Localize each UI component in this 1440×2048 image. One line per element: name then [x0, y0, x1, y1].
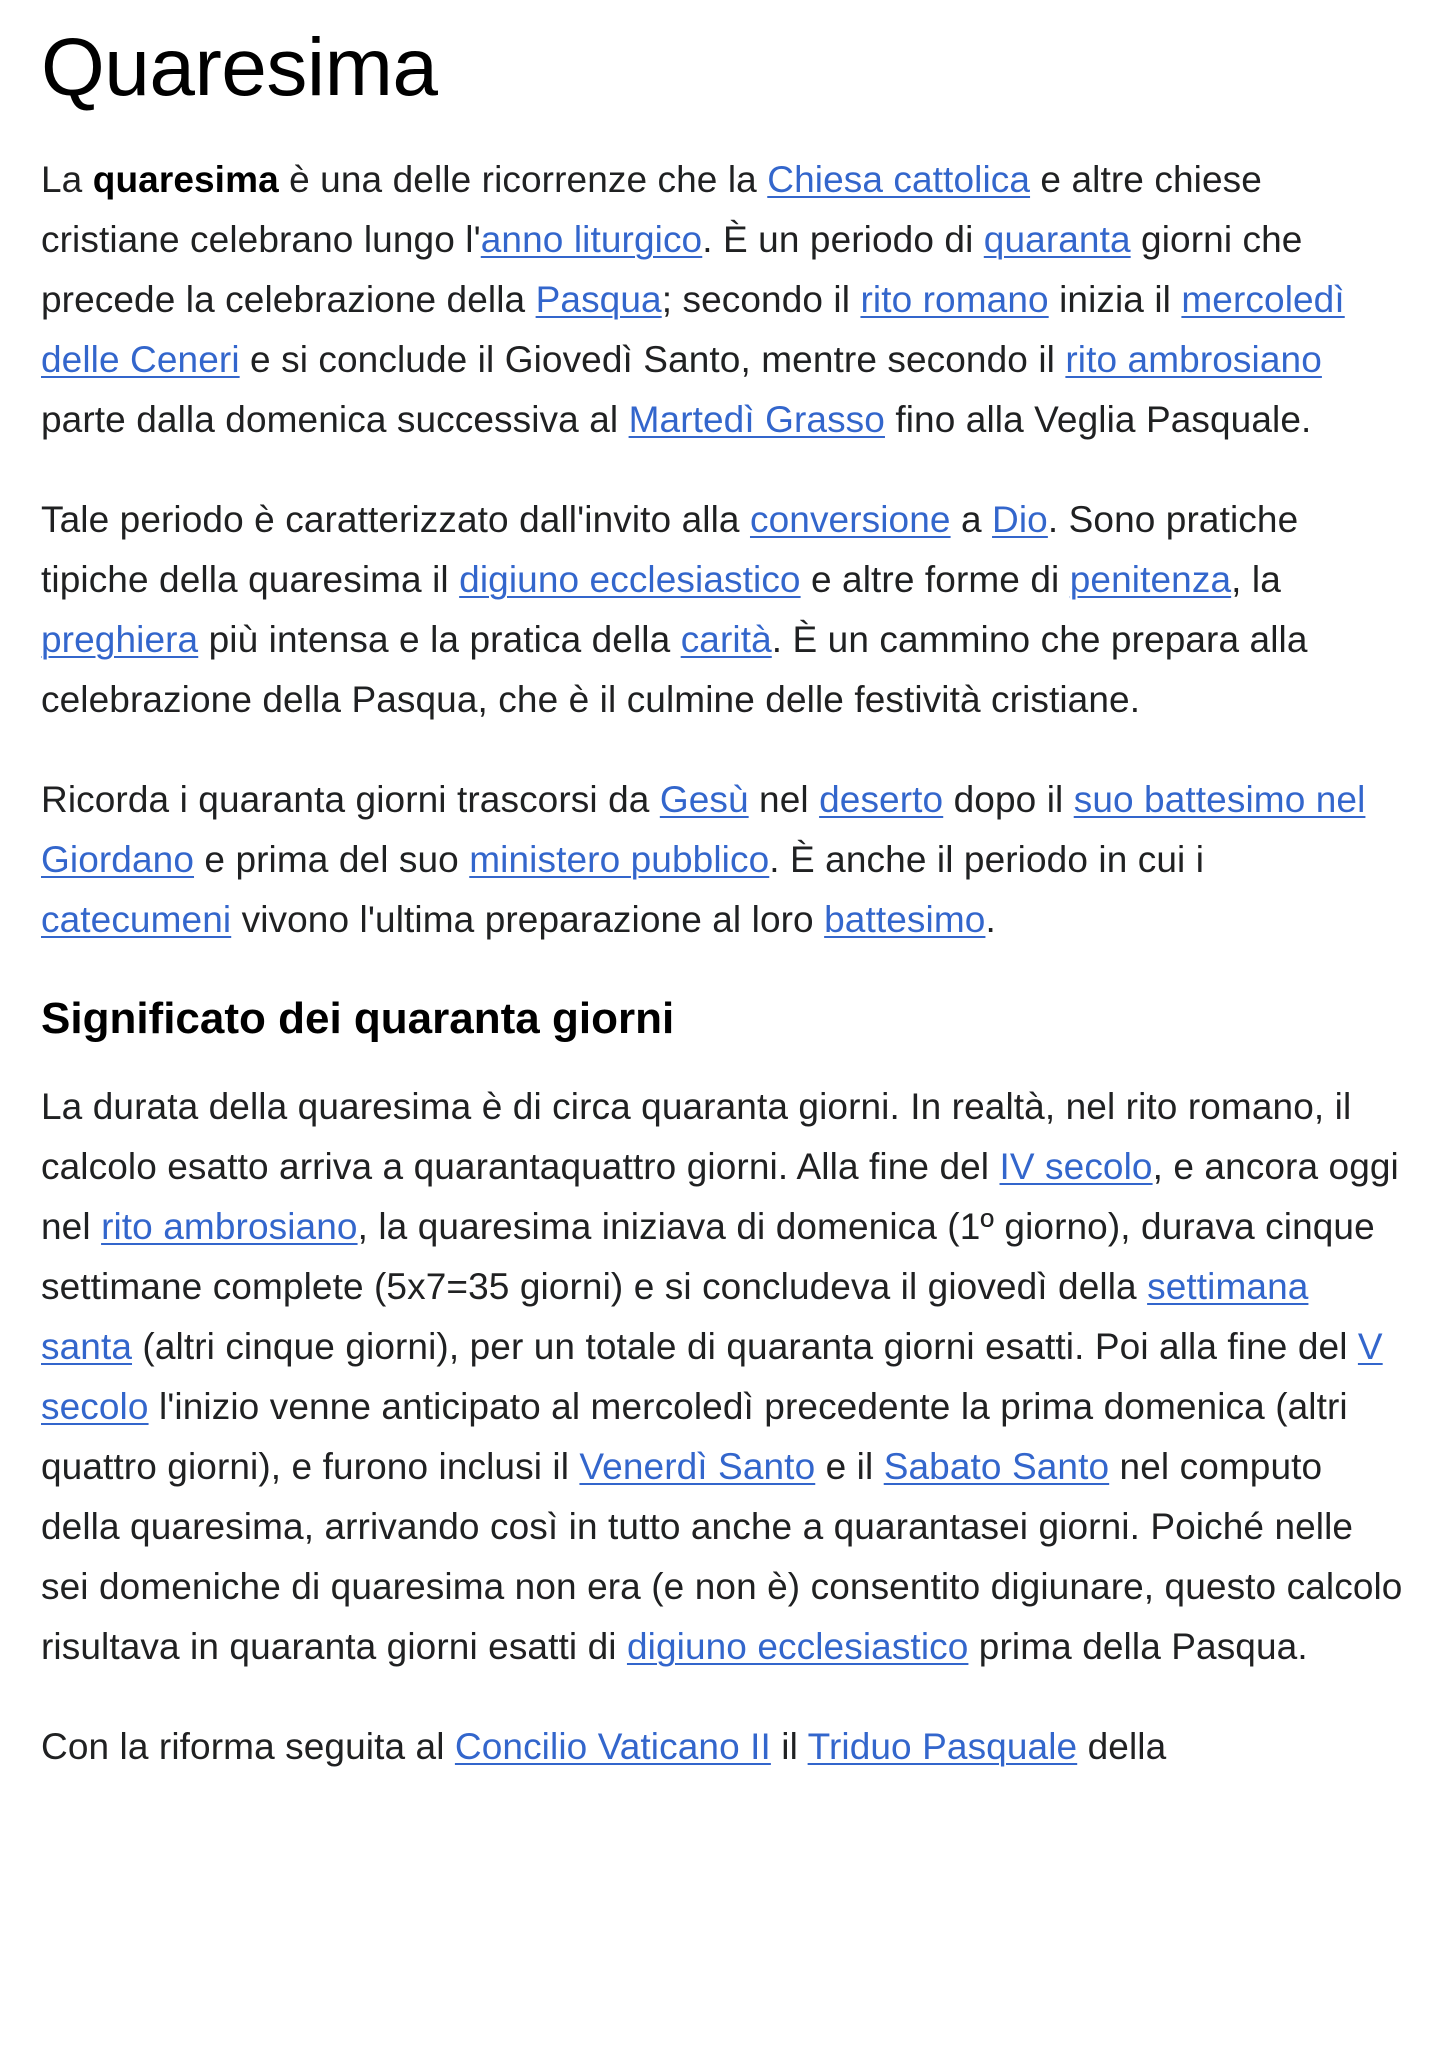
- link-triduo-pasquale[interactable]: Triduo Pasquale: [807, 1726, 1078, 1768]
- text-run: .: [985, 898, 996, 940]
- paragraph-forty-days: [41, 770, 1404, 950]
- text-run: parte dalla domenica successiva al: [41, 398, 629, 440]
- text-run: è una delle ricorrenze che la: [278, 158, 768, 200]
- link-mercoledi-delle-ceneri[interactable]: mercoledì delle Ceneri: [41, 278, 1345, 380]
- text-run: . È un cammino che prepara alla celebrazione della Pasqua, che è il culmine delle festività cristiane.: [41, 618, 1308, 720]
- paragraph-conversion: [41, 490, 1404, 730]
- text-run: . È anche il periodo in cui i: [769, 838, 1205, 880]
- text-run: , la: [1231, 558, 1281, 600]
- link-sabato-santo[interactable]: Sabato Santo: [883, 1446, 1110, 1488]
- text-run: Ricorda i quaranta giorni trascorsi da: [41, 778, 660, 820]
- text-run: e prima del suo: [194, 838, 470, 880]
- text-run: vivono l'ultima preparazione al loro: [231, 898, 825, 940]
- link-penitenza[interactable]: penitenza: [1069, 558, 1232, 600]
- link-settimana-santa[interactable]: settimana santa: [41, 1266, 1309, 1368]
- link-venerdi-santo[interactable]: Venerdì Santo: [579, 1446, 816, 1488]
- text-run: il: [770, 1726, 808, 1768]
- link-martedi-grasso[interactable]: Martedì Grasso: [628, 398, 885, 440]
- link-preghiera[interactable]: preghiera: [41, 618, 199, 660]
- text-run: a: [950, 498, 993, 540]
- link-carita[interactable]: carità: [680, 618, 772, 660]
- link-deserto[interactable]: deserto: [819, 778, 944, 820]
- link-digiuno-ecclesiastico[interactable]: digiuno ecclesiastico: [459, 558, 801, 600]
- text-run: nel: [748, 778, 820, 820]
- text-run: e si conclude il Giovedì Santo, mentre secondo il: [239, 338, 1066, 380]
- section-heading: Significato dei quaranta giorni: [41, 993, 675, 1043]
- text-run: e altre chiese cristiane celebrano lungo l': [41, 158, 1262, 260]
- text-run: e altre forme di: [800, 558, 1070, 600]
- link-conversione[interactable]: conversione: [749, 498, 951, 540]
- bold-term: quaresima: [92, 158, 279, 200]
- text-run: La durata della quaresima è di circa quaranta giorni. In realtà, nel rito romano, il calcolo esatto arriva a quarantaquattro giorni. Alla fine del: [41, 1086, 1352, 1188]
- link-catecumeni[interactable]: catecumeni: [41, 898, 232, 940]
- link-iv-secolo[interactable]: IV secolo: [999, 1146, 1153, 1188]
- link-quaranta[interactable]: quaranta: [983, 218, 1131, 260]
- link-chiesa-cattolica[interactable]: Chiesa cattolica: [767, 158, 1031, 200]
- text-run: , la quaresima iniziava di domenica (1º giorno), durava cinque settimane complete (5x7=35 giorni) e si concludeva il giovedì della: [41, 1206, 1375, 1308]
- paragraph-duration: [41, 1077, 1404, 1677]
- text-run: , e ancora oggi nel: [41, 1146, 1399, 1248]
- link-gesu[interactable]: Gesù: [659, 778, 749, 820]
- text-run: giorni che precede la celebrazione della: [41, 218, 1303, 320]
- text-run: della: [1077, 1726, 1167, 1768]
- link-rito-romano[interactable]: rito romano: [860, 278, 1049, 320]
- text-run: più intensa e la pratica della: [198, 618, 681, 660]
- text-run: . Sono pratiche tipiche della quaresima il: [41, 498, 1299, 600]
- text-run: Con la riforma seguita al: [41, 1726, 455, 1768]
- link-suo-battesimo-nel-giordano[interactable]: suo battesimo nel Giordano: [41, 778, 1366, 880]
- link-rito-ambrosiano[interactable]: rito ambrosiano: [101, 1206, 358, 1248]
- text-run: inizia il: [1048, 278, 1182, 320]
- link-pasqua[interactable]: Pasqua: [535, 278, 662, 320]
- link-digiuno-ecclesiastico[interactable]: digiuno ecclesiastico: [626, 1626, 969, 1668]
- link-concilio-vaticano-ii[interactable]: Concilio Vaticano II: [454, 1726, 771, 1768]
- text-run: . È un periodo di: [702, 218, 984, 260]
- text-run: dopo il: [943, 778, 1074, 820]
- text-run: l'inizio venne anticipato al mercoledì precedente la prima domenica (altri quattro giorni), e furono inclusi il: [41, 1386, 1348, 1488]
- link-rito-ambrosiano[interactable]: rito ambrosiano: [1065, 338, 1322, 380]
- text-run: ; secondo il: [661, 278, 861, 320]
- link-v-secolo[interactable]: V secolo: [41, 1326, 1383, 1428]
- intro-paragraph: [41, 150, 1404, 450]
- text-run: (altri cinque giorni), per un totale di quaranta giorni esatti. Poi alla fine del: [132, 1326, 1358, 1368]
- text-run: prima della Pasqua.: [968, 1626, 1308, 1668]
- link-dio[interactable]: Dio: [992, 498, 1048, 540]
- text-run: La: [41, 158, 93, 200]
- link-battesimo[interactable]: battesimo: [824, 898, 986, 940]
- text-run: nel computo della quaresima, arrivando così in tutto anche a quarantasei giorni. Poiché nelle sei domeniche di quaresima non era (e non è) consentito digiunare, questo calcolo risultava in quaranta giorni esatti di: [41, 1446, 1403, 1668]
- text-run: fino alla Veglia Pasquale.: [884, 398, 1312, 440]
- page-title: Quaresima: [41, 22, 438, 113]
- link-ministero-pubblico[interactable]: ministero pubblico: [469, 838, 770, 880]
- text-run: e il: [815, 1446, 884, 1488]
- link-anno-liturgico[interactable]: anno liturgico: [480, 218, 703, 260]
- text-run: Tale periodo è caratterizzato dall'invito alla: [41, 498, 750, 540]
- paragraph-reform: [41, 1717, 1404, 1777]
